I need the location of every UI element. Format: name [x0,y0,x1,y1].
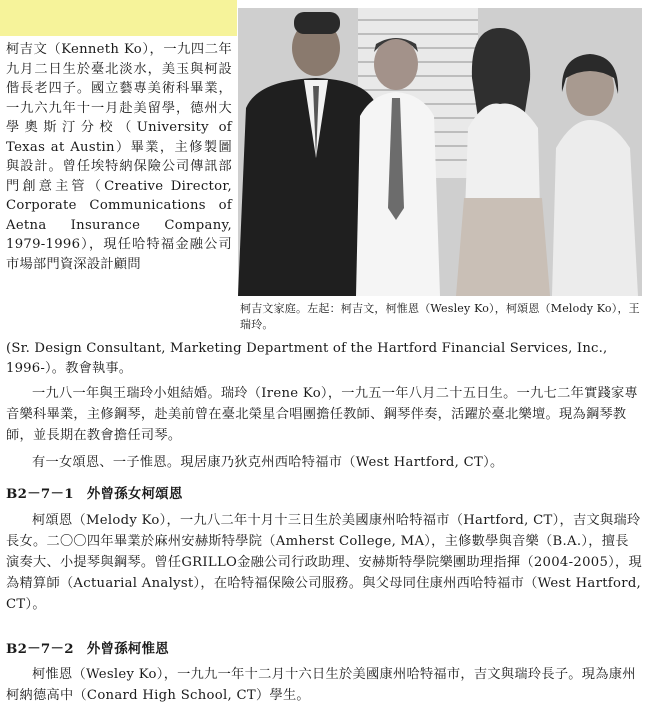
melody-paragraph: 柯頌恩（Melody Ko），一九八二年十月十三日生於美國康州哈特福市（Hartford, CT），吉文與瑞玲長女。二〇〇四年畢業於麻州安赫斯特學院（Amherst College, MA），主修數學與音樂（B.A.），擅長演奏大、小提琴與鋼琴。曾任GRILLO金融公司行政助理、安赫斯特學院樂團助理指揮（2004-2005），現為精算師（Actuarial Analyst），在哈特福保險公司服務。與父母同住康州西哈特福市（West Hartford, CT）。 [6,513,642,612]
intro-paragraph: 柯吉文（Kenneth Ko），一九四二年九月二日生於臺北淡水，美玉與柯設偕長老四子。國立藝專美術科畢業，一九六九年十一月赴美留學，德州大學奧斯汀分校（University of Texas at Austin）畢業，主修製圖與設計。曾任埃特納保險公司傳訊部門創意主管（Creative Director, Corporate Communications of Aetna Insurance Company, 1979-1996），現任哈特福金融公司市場部門資深設計顧問 [6,42,232,272]
section-title: 外曾孫女柯頌恩 [86,486,183,502]
intro-paragraph-continued: (Sr. Design Consultant, Marketing Department of the Hartford Financial Services, Inc., 1996-）。教會執事。 [6,341,608,376]
children-paragraph: 有一女頌恩、一子惟恩。現居康乃狄克州西哈特福市（West Hartford, CT）。 [32,455,504,470]
section-code: B2－7－2 [6,641,74,657]
marriage-paragraph: 一九八一年與王瑞玲小姐結婚。瑞玲（Irene Ko），一九五一年八月二十五日生。一九七二年實踐家專音樂科畢業，主修鋼琴，赴美前曾在臺北榮星合唱團擔任教師、鋼琴伴奏，活躍於臺北樂壇。現為鋼琴教師，並長期在教會擔任司琴。 [6,386,639,443]
photo-caption: 柯吉文家庭。左起：柯吉文，柯惟恩（Wesley Ko），柯頌恩（Melody Ko），王瑞玲。 [240,302,640,331]
family-photo-illustration [238,8,642,296]
highlight-strip [0,0,237,36]
wesley-paragraph: 柯惟恩（Wesley Ko），一九九一年十二月十六日生於美國康州哈特福市，吉文與瑞玲長子。現為康州柯納德高中（Conard High School, CT）學生。 [6,667,636,703]
family-photo [238,8,642,296]
section-title: 外曾孫柯惟恩 [86,641,169,657]
section-code: B2－7－1 [6,486,74,502]
section-heading-melody [6,483,642,502]
section-heading-wesley [6,638,642,657]
